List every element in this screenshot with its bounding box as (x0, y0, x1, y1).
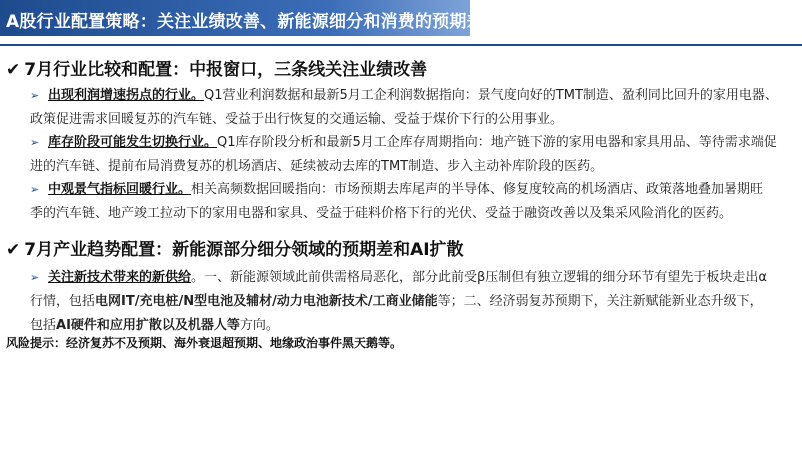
item-key-text: 中观景气指标回暖行业。 (48, 182, 192, 197)
section2-heading-text: 7月产业趋势配置：新能源部分细分领域的预期差和AI扩散 (24, 240, 464, 260)
item-text: 行情，包括 (30, 294, 96, 309)
check-icon: ✔ (6, 240, 21, 260)
item-text: Q1库存阶段分析和最新5月工企库存周期指向：地产链下游的家用电器和家具用品、等待需求端促 (217, 135, 777, 150)
section1-item-3 (30, 178, 790, 226)
item-key-text: 库存阶段可能发生切换行业。 (48, 135, 218, 150)
section1-item-1 (30, 84, 790, 132)
risk-note: 风险提示：经济复苏不及预期、海外衰退超预期、地缘政治事件黑天鹅等。 (6, 336, 403, 350)
item-text: 等；二、经济弱复苏预期下，关注新赋能新业态升级下， (437, 294, 763, 309)
section2-heading (6, 235, 464, 260)
section1-heading (6, 55, 427, 80)
title-bar (0, 0, 484, 36)
section1-heading-text: 7月行业比较和配置：中报窗口，三条线关注业绩改善 (24, 60, 428, 80)
section1-item-2 (30, 131, 790, 179)
item-text: 包括 (30, 318, 57, 333)
item-key-text: 关注新技术带来的新供给 (48, 270, 192, 285)
item-text: Q1营业利润数据和最新5月工企利润数据指向：景气度向好的TMT制造、盈利同比回升的家用电器、 (204, 88, 778, 103)
item-bold-text: 电网IT/充电桩/N型电池及辅材/动力电池新技术/工商业储能 (95, 294, 438, 309)
page-title: A股行业配置策略：关注业绩改善、新能源细分和消费的预期差 (6, 12, 484, 32)
item-text-line2: 进的汽车链、提前布局消费复苏的机场酒店、延续被动去库的TMT制造、步入主动补库阶段的医药。 (30, 159, 604, 174)
item-text-line2: 政策促进需求回暖复苏的汽车链、受益于出行恢复的交通运输、受益于煤价下行的公用事业。 (30, 112, 564, 127)
check-icon: ✔ (6, 60, 21, 80)
item-text: 相关高频数据回暖指向：市场预期去库尾声的半导体、修复度较高的机场酒店、政策落地叠加暑期旺 (191, 182, 764, 197)
item-key-text: 出现利润增速拐点的行业。 (48, 88, 205, 103)
item-text: 。一、新能源领域此前供需格局恶化，部分此前受β压制但有独立逻辑的细分环节有望先于板块走出α (191, 270, 767, 285)
arrow-bullet-icon: ➢ (30, 136, 40, 149)
section2-item-1 (30, 266, 790, 338)
item-bold-text: AI硬件和应用扩散以及机器人等 (56, 318, 240, 333)
item-text-line2: 季的汽车链、地产竣工拉动下的家用电器和家具、受益于硅料价格下行的光伏、受益于融资改善以及集采风险消化的医药。 (30, 206, 733, 221)
arrow-bullet-icon: ➢ (30, 271, 40, 284)
item-text: 方向。 (239, 318, 279, 333)
arrow-bullet-icon: ➢ (30, 183, 40, 196)
title-divider (0, 44, 802, 46)
arrow-bullet-icon: ➢ (30, 89, 40, 102)
